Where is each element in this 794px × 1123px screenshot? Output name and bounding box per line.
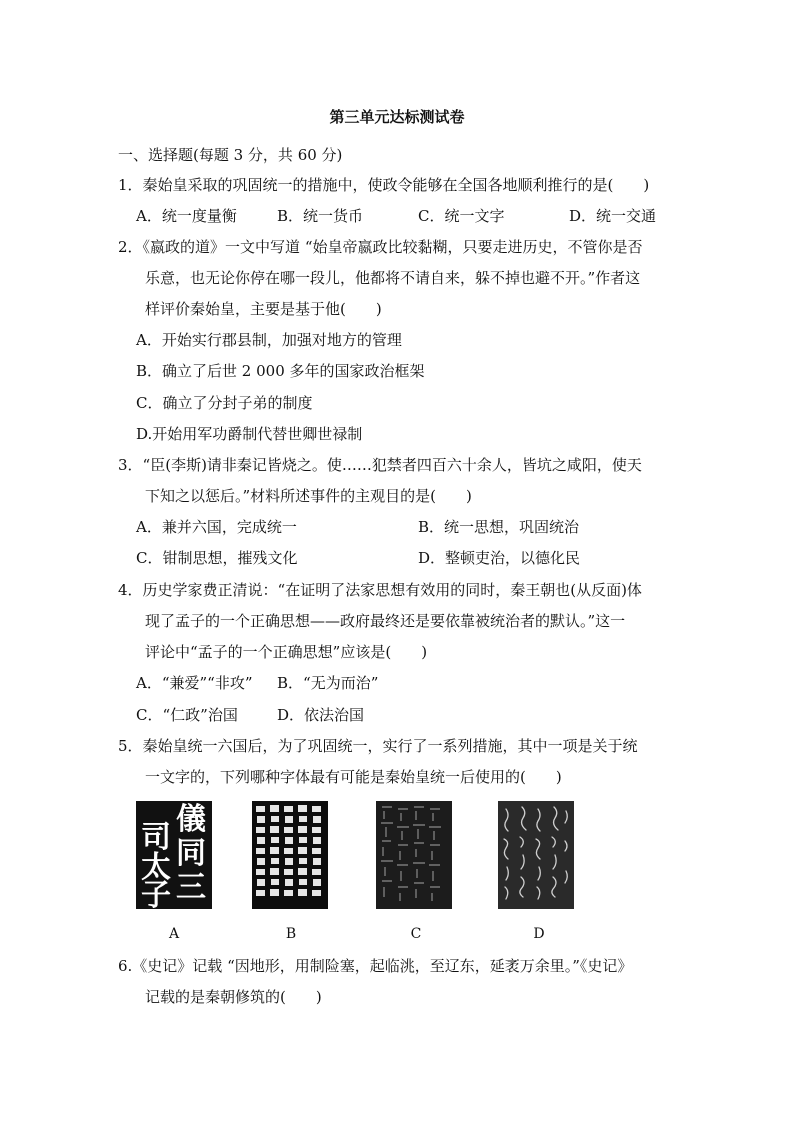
- question-1-option-b: B．统一货币: [277, 207, 364, 225]
- question-3-option-b: B．统一思想，巩固统治: [418, 518, 580, 536]
- cursive-rubbing-texture: [498, 801, 574, 909]
- calligraphy-char: 儀: [176, 802, 206, 837]
- rubbing-texture: [376, 801, 452, 909]
- question-2-stem-line-1: 2．《嬴政的道》一文中写道 “始皇帝嬴政比较黏糊，只要走进历史，不管你是否: [118, 238, 643, 256]
- calligraphy-char: 子: [141, 878, 171, 913]
- image-label-d: D: [533, 926, 545, 942]
- seal-script-rubbing-texture: [252, 801, 328, 909]
- question-4-option-b: B．“无为而治”: [277, 674, 379, 692]
- question-4-option-a: A．“兼爱”“非攻”: [136, 674, 253, 692]
- question-3-stem-line-2: 下知之以惩后。”材料所述事件的主观目的是( ): [145, 487, 472, 505]
- calligraphy-char: 司: [141, 820, 171, 855]
- question-5-stem-line-2: 一文字的，下列哪种字体最有可能是秦始皇统一后使用的( ): [145, 768, 562, 786]
- question-3-option-c: C．钳制思想，摧残文化: [136, 549, 298, 567]
- calligraphy-char: 太: [141, 850, 171, 885]
- question-2-stem-line-2: 乐意，也无论你停在哪一段儿，他都将不请自来，躲不掉也避不开。”作者这: [145, 269, 641, 287]
- question-2-stem-line-3: 样评价秦始皇，主要是基于他( ): [145, 300, 382, 318]
- question-6-stem-line-1: 6.《史记》记载 “因地形，用制险塞，起临洮，至辽东，延袤万余里。”《史记》: [118, 957, 633, 975]
- section-heading: 一、选择题(每题 3 分，共 60 分): [118, 146, 343, 164]
- calligraphy-image-b: [252, 801, 328, 909]
- question-4-stem-line-2: 现了孟子的一个正确思想——政府最终还是要依靠被统治者的默认。”这一: [145, 612, 626, 630]
- calligraphy-image-c: [376, 801, 452, 909]
- question-1-option-d: D．统一交通: [569, 207, 657, 225]
- question-3-stem-line-1: 3．“臣(李斯)请非秦记皆烧之。使……犯禁者四百六十余人，皆坑之咸阳，使天: [118, 456, 642, 474]
- question-4-stem-line-1: 4．历史学家费正清说：“在证明了法家思想有效用的同时，秦王朝也(从反面)体: [118, 581, 642, 599]
- question-1-option-a: A．统一度量衡: [136, 207, 237, 225]
- calligraphy-char: 同: [176, 836, 206, 871]
- image-label-c: C: [410, 926, 422, 942]
- question-2-option-d: D.开始用军功爵制代替世卿世禄制: [136, 425, 363, 443]
- question-4-option-d: D．依法治国: [277, 706, 365, 724]
- question-4-stem-line-3: 评论中“孟子的一个正确思想”应该是( ): [145, 643, 428, 661]
- image-label-a: A: [168, 926, 180, 942]
- question-2-option-b: B．确立了后世 2 000 多年的国家政治框架: [136, 362, 425, 380]
- question-3-option-d: D．整顿吏治，以德化民: [418, 549, 581, 567]
- question-6-stem-line-2: 记载的是秦朝修筑的( ): [145, 988, 322, 1006]
- calligraphy-image-a: [136, 801, 212, 913]
- question-3-option-a: A．兼并六国，完成统一: [136, 518, 297, 536]
- question-1-option-c: C．统一文字: [418, 207, 505, 225]
- calligraphy-char: 三: [176, 870, 206, 905]
- question-2-option-c: C．确立了分封子弟的制度: [136, 394, 313, 412]
- question-2-option-a: A．开始实行郡县制，加强对地方的管理: [136, 331, 402, 349]
- image-label-b: B: [285, 926, 297, 942]
- question-5-stem-line-1: 5．秦始皇统一六国后，为了巩固统一，实行了一系列措施，其中一项是关于统: [118, 737, 638, 755]
- question-1-stem: 1．秦始皇采取的巩固统一的措施中，使政令能够在全国各地顺利推行的是( ): [118, 176, 650, 194]
- question-4-option-c: C．“仁政”治国: [136, 706, 238, 724]
- page-title: 第三单元达标测试卷: [329, 108, 465, 126]
- calligraphy-image-d: [498, 801, 574, 909]
